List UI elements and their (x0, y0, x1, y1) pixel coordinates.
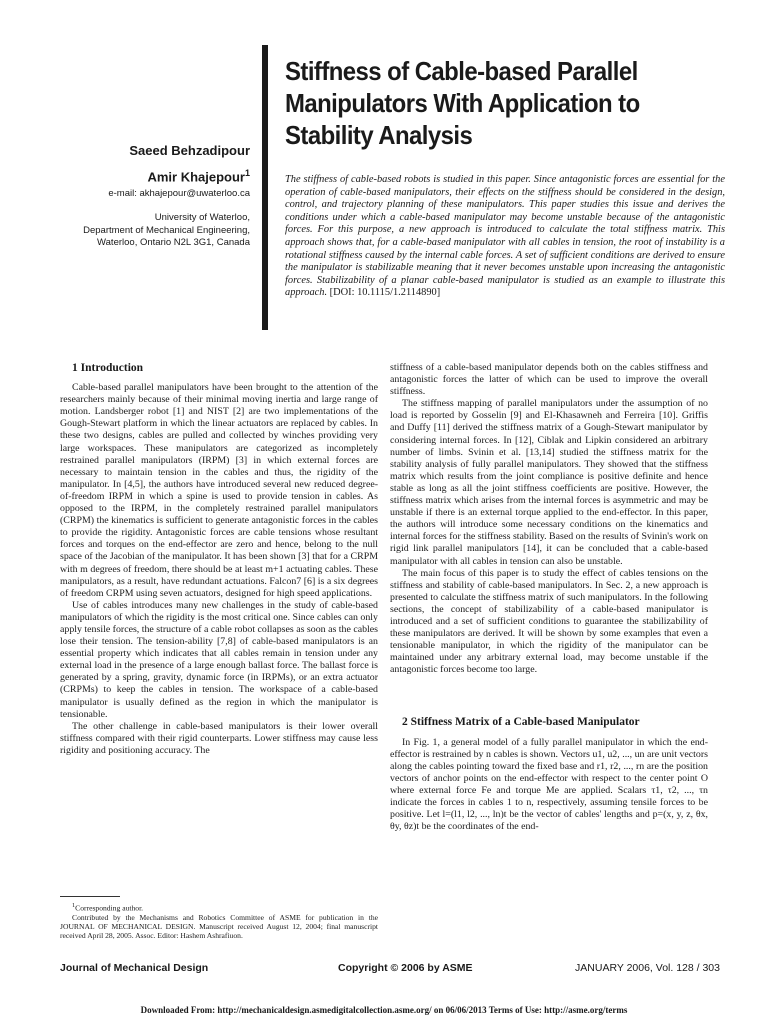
footnote-1-text: Corresponding author. (75, 903, 144, 913)
page-footer (60, 962, 720, 976)
footer-issue: JANUARY 2006, Vol. 128 / 303 (575, 962, 720, 974)
section-1-heading: 1 Introduction (72, 362, 144, 374)
column-2-paragraph-0: stiffness of a cable-based manipulator depends both on the cables stiffness and antagonistic forces the latter of which can be used to improve the overall stiffness. (390, 362, 708, 398)
affiliation-line-2: Department of Mechanical Engineering, (83, 224, 250, 236)
abstract (285, 174, 725, 300)
section-1-paragraph-3: The other challenge in cable-based manipulators is their lower overall stiffness compared with their rigid counterparts. Lower stiffness may cause less rigidity and positioning accuracy. The (60, 720, 378, 756)
title-divider-bar (262, 45, 268, 330)
section-2-paragraph-1: In Fig. 1, a general model of a fully parallel manipulator in which the end-effector is restrained by n cables is shown. Vectors u1, u2, ..., un are unit vectors along the cables pointing toward the fixed base and r1, r2, ..., rn are the position vectors of anchor points on the end-effector with respect to the center point O where external force Fe and torque Me are applied. Scalars τ1, τ2, ..., τn indicate the forces in cables 1 to n, respectively, assuming tensile forces to be positive. Let l=(l1, l2, ..., ln)t be the vector of cables' lengths and p=(x, y, z, θx, θy, θz)t be the coordinates of the end- (390, 736, 708, 833)
section-1-paragraph-2: Use of cables introduces many new challenges in the study of cable-based manipulators of which the rigidity is the most critical one. Since cables can only apply tensile forces, the structure of a cable robot collapses as soon as the cables lose their tension. The tension-ability [7,8] of cable-based manipulators is an essential property which indicates that all cables remain in tension under any external load in the presence of a large enough ballast force. The ballast force is generated by a spring, gravity, dynamic force (in IRPMs), or an extra actuator (CRPMs) to keep the cables in tension. The workspace of a cable-based manipulator is usually defined as the region in which the manipulator is tensionable. (60, 599, 378, 720)
author-email[interactable]: e-mail: akhajepour@uwaterloo.ca (108, 188, 250, 200)
right-column (390, 362, 708, 833)
section-1-paragraph-1: Cable-based parallel manipulators have been brought to the attention of the researchers mainly because of their minimal moving inertia and large range of motion. Landsberger robot [1] and NIST [2] are two implementations of the Gough-Stewart platform in which the linear actuators are replaced by cables. In these two designs, cables are pulled and collected by winches providing very large workspaces. These manipulators are categorized as incompletely restrained parallel manipulators (IRPM) [3] in which external forces are necessary to maintain tension in the cables and thus, the rigidity of the manipulator. In [4,5], the authors have introduced several new reduced degree-of-freedom IRPM in which a spine is used to provide tension in cables. As opposed to the IRPM, in the completely restrained parallel manipulators (CRPM) the kinematics is sufficient to generate antagonistic forces in the cables to provide the rigidity. Antagonistic forces are cable tensions whose resultant forces and torques on the end-effector are zero and hence, belong to the null space of the Jacobian of the manipulator. It has been shown [3] that for a CRPM with m degrees of freedom, there should be at least m+1 actuating cables. These manipulators, as a result, have redundant actuations. Falcon7 [6] is a six degrees of freedom CRPM using seven actuators, designed for high speed applications. (60, 382, 378, 599)
author-block (60, 140, 250, 250)
footnote-2: Contributed by the Mechanisms and Robotics Committee of ASME for publication in the JOURNAL OF MECHANICAL DESIGN. Manuscript received August 12, 2004; final manuscript received April 28, 2005. Assoc. Editor: Hashem Ashrafiuon. (60, 912, 378, 941)
affiliation (60, 212, 250, 250)
affiliation-line-3: Waterloo, Ontario N2L 3G1, Canada (97, 237, 250, 249)
author-2-footnote-mark: 1 (244, 168, 250, 178)
title-line-2: Manipulators With Application to (285, 88, 640, 118)
author-2 (60, 162, 250, 188)
left-column (60, 362, 378, 757)
affiliation-line-1: University of Waterloo, (154, 212, 250, 224)
abstract-doi[interactable]: [DOI: 10.1115/1.2114890] (329, 287, 441, 299)
footer-journal: Journal of Mechanical Design (60, 962, 209, 974)
column-2-paragraph-2: The main focus of this paper is to study the effect of cables tensions on the stiffness and stability of cable-based manipulators. In Sec. 2, a new approach is presented to calculate the stiffness matrix of such manipulators. In the following sections, the concept of stabilizability of a cable-based manipulator is introduced and a set of sufficient conditions to guarantee the stabilizability of these manipulators are derived. It will be shown by some examples that even a tensionable manipulator, in which the rigidity of the manipulator can be maintained under any arbitrary external load, may become unstable if the antagonistic forces become too large. (390, 567, 708, 676)
column-2-paragraph-1: The stiffness mapping of parallel manipulators under the assumption of no load is reported by Gosselin [9] and El-Khasawneh and Ferreira [10]. Griffis and Duffy [11] derived the stiffness matrix of a Gough-Stewart manipulator by considering internal forces. In [12], Ciblak and Lipkin considered an arbitrary number of limbs. Svinin et al. [13,14] studied the stiffness matrix for the stability analysis of fully parallel manipulators. They showed that the stiffness matrix which results from the joint compliance is positive definite and hence stable as long as all the joint stiffness coefficients are positive. However, the stiffness matrix which arises from the internal forces is asymmetric and may be unstable if there is an external torque applied to the end-effector. In this paper, the authors will introduce some necessary conditions on the kinematics and internal forces for the stiffness stability. Based on the results of Svinin's work on rigid link parallel manipulators [14], it can be concluded that a cable-based manipulator with all cables in tension can also be unstable. (390, 398, 708, 567)
footnote-1 (60, 901, 378, 913)
author-1: Saeed Behzadipour (129, 143, 250, 158)
footer-copyright: Copyright © 2006 by ASME (338, 962, 473, 974)
author-2-name: Amir Khajepour (147, 169, 245, 185)
section-2-heading: 2 Stiffness Matrix of a Cable-based Manipulator (402, 716, 640, 729)
footnotes (60, 901, 378, 941)
title-line-3: Stability Analysis (285, 120, 473, 150)
title-line-1: Stiffness of Cable-based Parallel (285, 56, 638, 86)
footnote-1-mark: 1 (72, 902, 76, 909)
paper-title (285, 55, 690, 151)
section-spacer (390, 676, 708, 716)
download-notice[interactable]: Downloaded From: http://mechanicaldesign.asmedigitalcollection.asme.org/ on 06/06/2013 Terms of Use: http://asme.org/terms (140, 1005, 628, 1015)
footnote-rule (60, 896, 120, 897)
abstract-text: The stiffness of cable-based robots is studied in this paper. Since antagonistic forces are essential for the operation of cable-based manipulators, their effects on the stiffness should be considered in the design, control, and trajectory planning of these manipulators. This paper studies this issue and derives the conditions under which a cable-based manipulator may become unstable because of the antagonistic forces. For this purpose, a new approach is introduced to calculate the total stiffness matrix. This approach shows that, for a cable-based manipulator with all cables in tension, the root of instability is a rotational stiffness caused by the internal cable forces. A set of sufficient conditions are derived to ensure the manipulator is stabilizable meaning that it never becomes unstable upon increasing the antagonistic forces. Stabilizability of a planar cable-based manipulator is studied as an example to illustrate this approach. (285, 174, 725, 299)
